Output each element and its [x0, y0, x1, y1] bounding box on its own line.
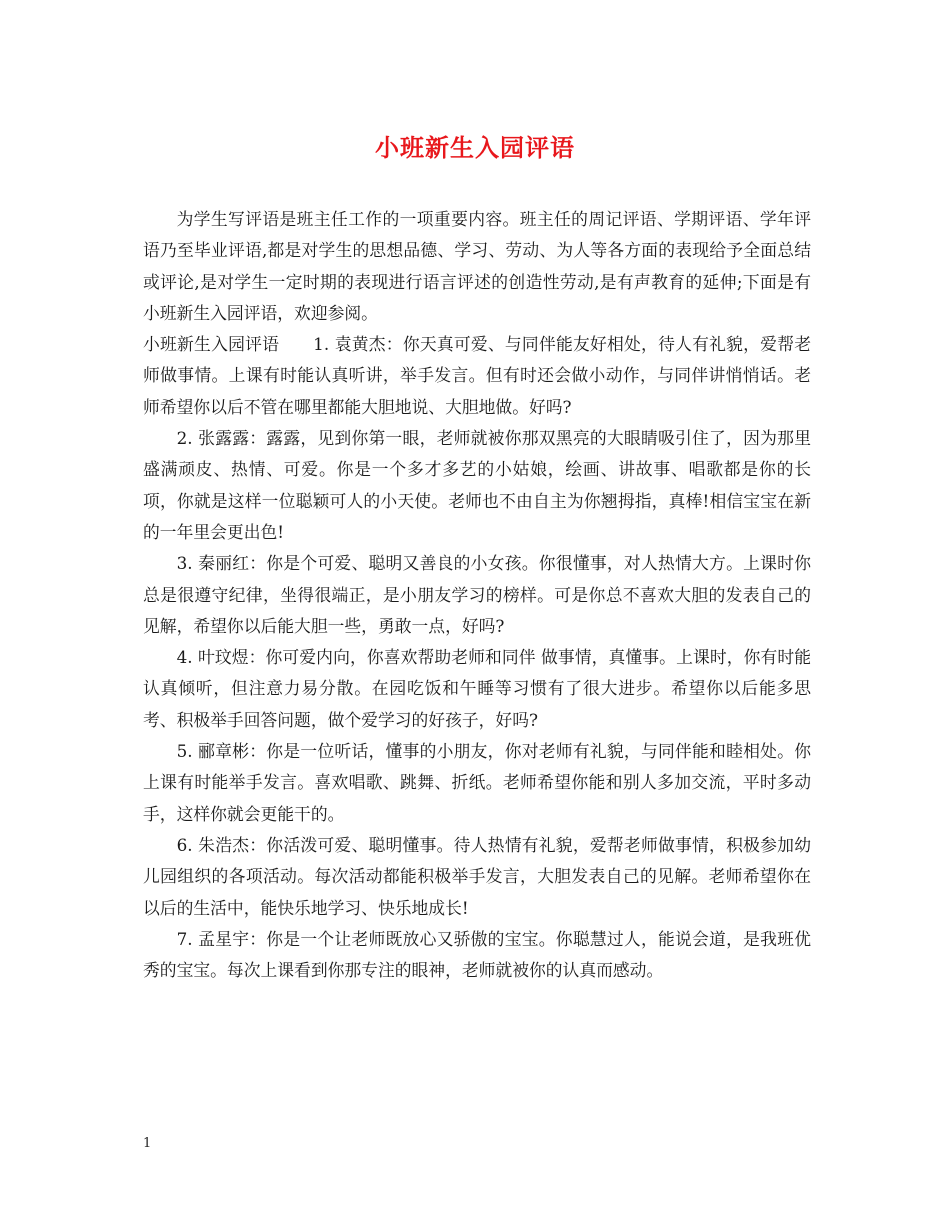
- entry-paragraph: 6. 朱浩杰：你活泼可爱、聪明懂事。待人热情有礼貌，爱帮老师做事情，积极参加幼儿园组织的各项活动。每次活动都能积极举手发言，大胆发表自己的见解。老师希望你在以后的生活中，能快乐地学习、快乐地成长!: [143, 834, 811, 918]
- entry-paragraph: 3. 秦丽红：你是个可爱、聪明又善良的小女孩。你很懂事，对人热情大方。上课时你总是很遵守纪律，坐得很端正，是小朋友学习的榜样。可是你总不喜欢大胆的发表自己的见解，希望你以后能大胆一些，勇敢一点，好吗?: [143, 553, 811, 636]
- intro-paragraph: 为学生写评语是班主任工作的一项重要内容。班主任的周记评语、学期评语、学年评语乃至毕业评语,都是对学生的思想品德、学习、劳动、为人等各方面的表现给予全面总结或评论,是对学生一定时期的表现进行语言评述的创造性劳动,是有声教育的延伸;下面是有小班新生入园评语，欢迎参阅。: [143, 209, 811, 323]
- entry-paragraph: 小班新生入园评语 1. 袁黄杰：你天真可爱、与同伴能友好相处，待人有礼貌，爱帮老师做事情。上课有时能认真听讲，举手发言。但有时还会做小动作，与同伴讲悄悄话。老师希望你以后不管在哪里都能大胆地说、大胆地做。好吗?: [143, 334, 811, 417]
- entry-paragraph: 5. 郦章彬：你是一位听话，懂事的小朋友，你对老师有礼貌，与同伴能和睦相处。你上课有时能举手发言。喜欢唱歌、跳舞、折纸。老师希望你能和别人多加交流，平时多动手，这样你就会更能干的。: [143, 741, 811, 824]
- document-title: 小班新生入园评语: [375, 133, 575, 162]
- entry-paragraph: 7. 孟星宇：你是一个让老师既放心又骄傲的宝宝。你聪慧过人，能说会道，是我班优秀的宝宝。每次上课看到你那专注的眼神，老师就被你的认真而感动。: [143, 928, 811, 981]
- entry-paragraph: 4. 叶玟煜：你可爱内向，你喜欢帮助老师和同伴 做事情，真懂事。上课时，你有时能认真倾听，但注意力易分散。在园吃饭和午睡等习惯有了很大进步。希望你以后能多思考、积极举手回答问题，做个爱学习的好孩子，好吗?: [143, 647, 811, 730]
- page-number: 1: [143, 1136, 152, 1151]
- document-body: [143, 204, 811, 986]
- entry-paragraph: 2. 张露露：露露，见到你第一眼，老师就被你那双黑亮的大眼睛吸引住了，因为那里盛满顽皮、热情、可爱。你是一个多才多艺的小姑娘，绘画、讲故事、唱歌都是你的长项，你就是这样一位聪颖可人的小天使。老师也不由自主为你翘拇指，真棒!相信宝宝在新的一年里会更出色!: [143, 428, 811, 542]
